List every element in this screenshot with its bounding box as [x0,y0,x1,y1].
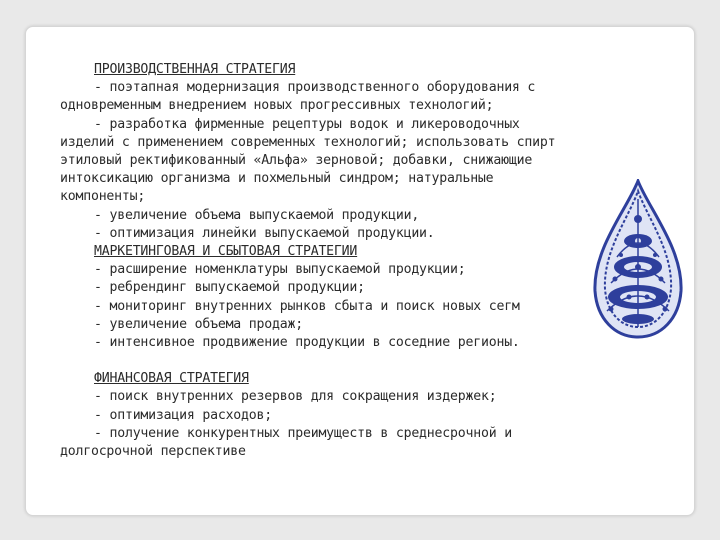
marketing-line: - расширение номенклатуры выпускаемой продукции; [94,262,466,278]
production-line: - увеличение объема выпускаемой продукции, [94,207,420,223]
production-line: одновременным внедрением новых прогрессивных технологий; [60,98,494,114]
finance-line: - получение конкурентных преимуществ в среднесрочной и [94,425,512,441]
slide [25,26,695,516]
marketing-line: - интенсивное продвижение продукции в соседние регионы. [94,335,520,351]
finance-line: - оптимизация расходов; [94,407,273,423]
finance-line: долгосрочной перспективе [60,444,246,460]
production-line: - поэтапная модернизация производственного оборудования с [94,80,536,96]
production-line: этиловый ректификованный «Альфа» зерновой; добавки, снижающие [60,153,533,169]
section-gap [60,352,660,370]
ornamental-drop-image [591,179,685,339]
finance-line: - поиск внутренних резервов для сокращения издержек; [94,389,497,405]
marketing-heading: МАРКЕТИНГОВАЯ И СБЫТОВАЯ СТРАТЕГИИ [94,244,358,260]
finance-heading: ФИНАНСОВАЯ СТРАТЕГИЯ [94,371,249,387]
production-line: интоксикацию организма и похмельный синдром; натуральные [60,171,494,187]
marketing-line: - увеличение объема продаж; [94,316,303,332]
production-heading: ПРОИЗВОДСТВЕННАЯ СТРАТЕГИЯ [94,62,296,77]
slide-text [60,61,660,461]
production-line: изделий с применением современных технологий; использовать спирт [60,134,556,150]
marketing-line: - мониторинг внутренних рынков сбыта и поиск новых сегм [94,298,520,314]
production-line: - разработка фирменные рецептуры водок и ликероводочных [94,116,520,132]
production-line: - оптимизация линейки выпускаемой продукции. [94,225,435,241]
marketing-line: - ребрендинг выпускаемой продукции; [94,280,365,296]
production-line: компоненты; [60,189,146,205]
